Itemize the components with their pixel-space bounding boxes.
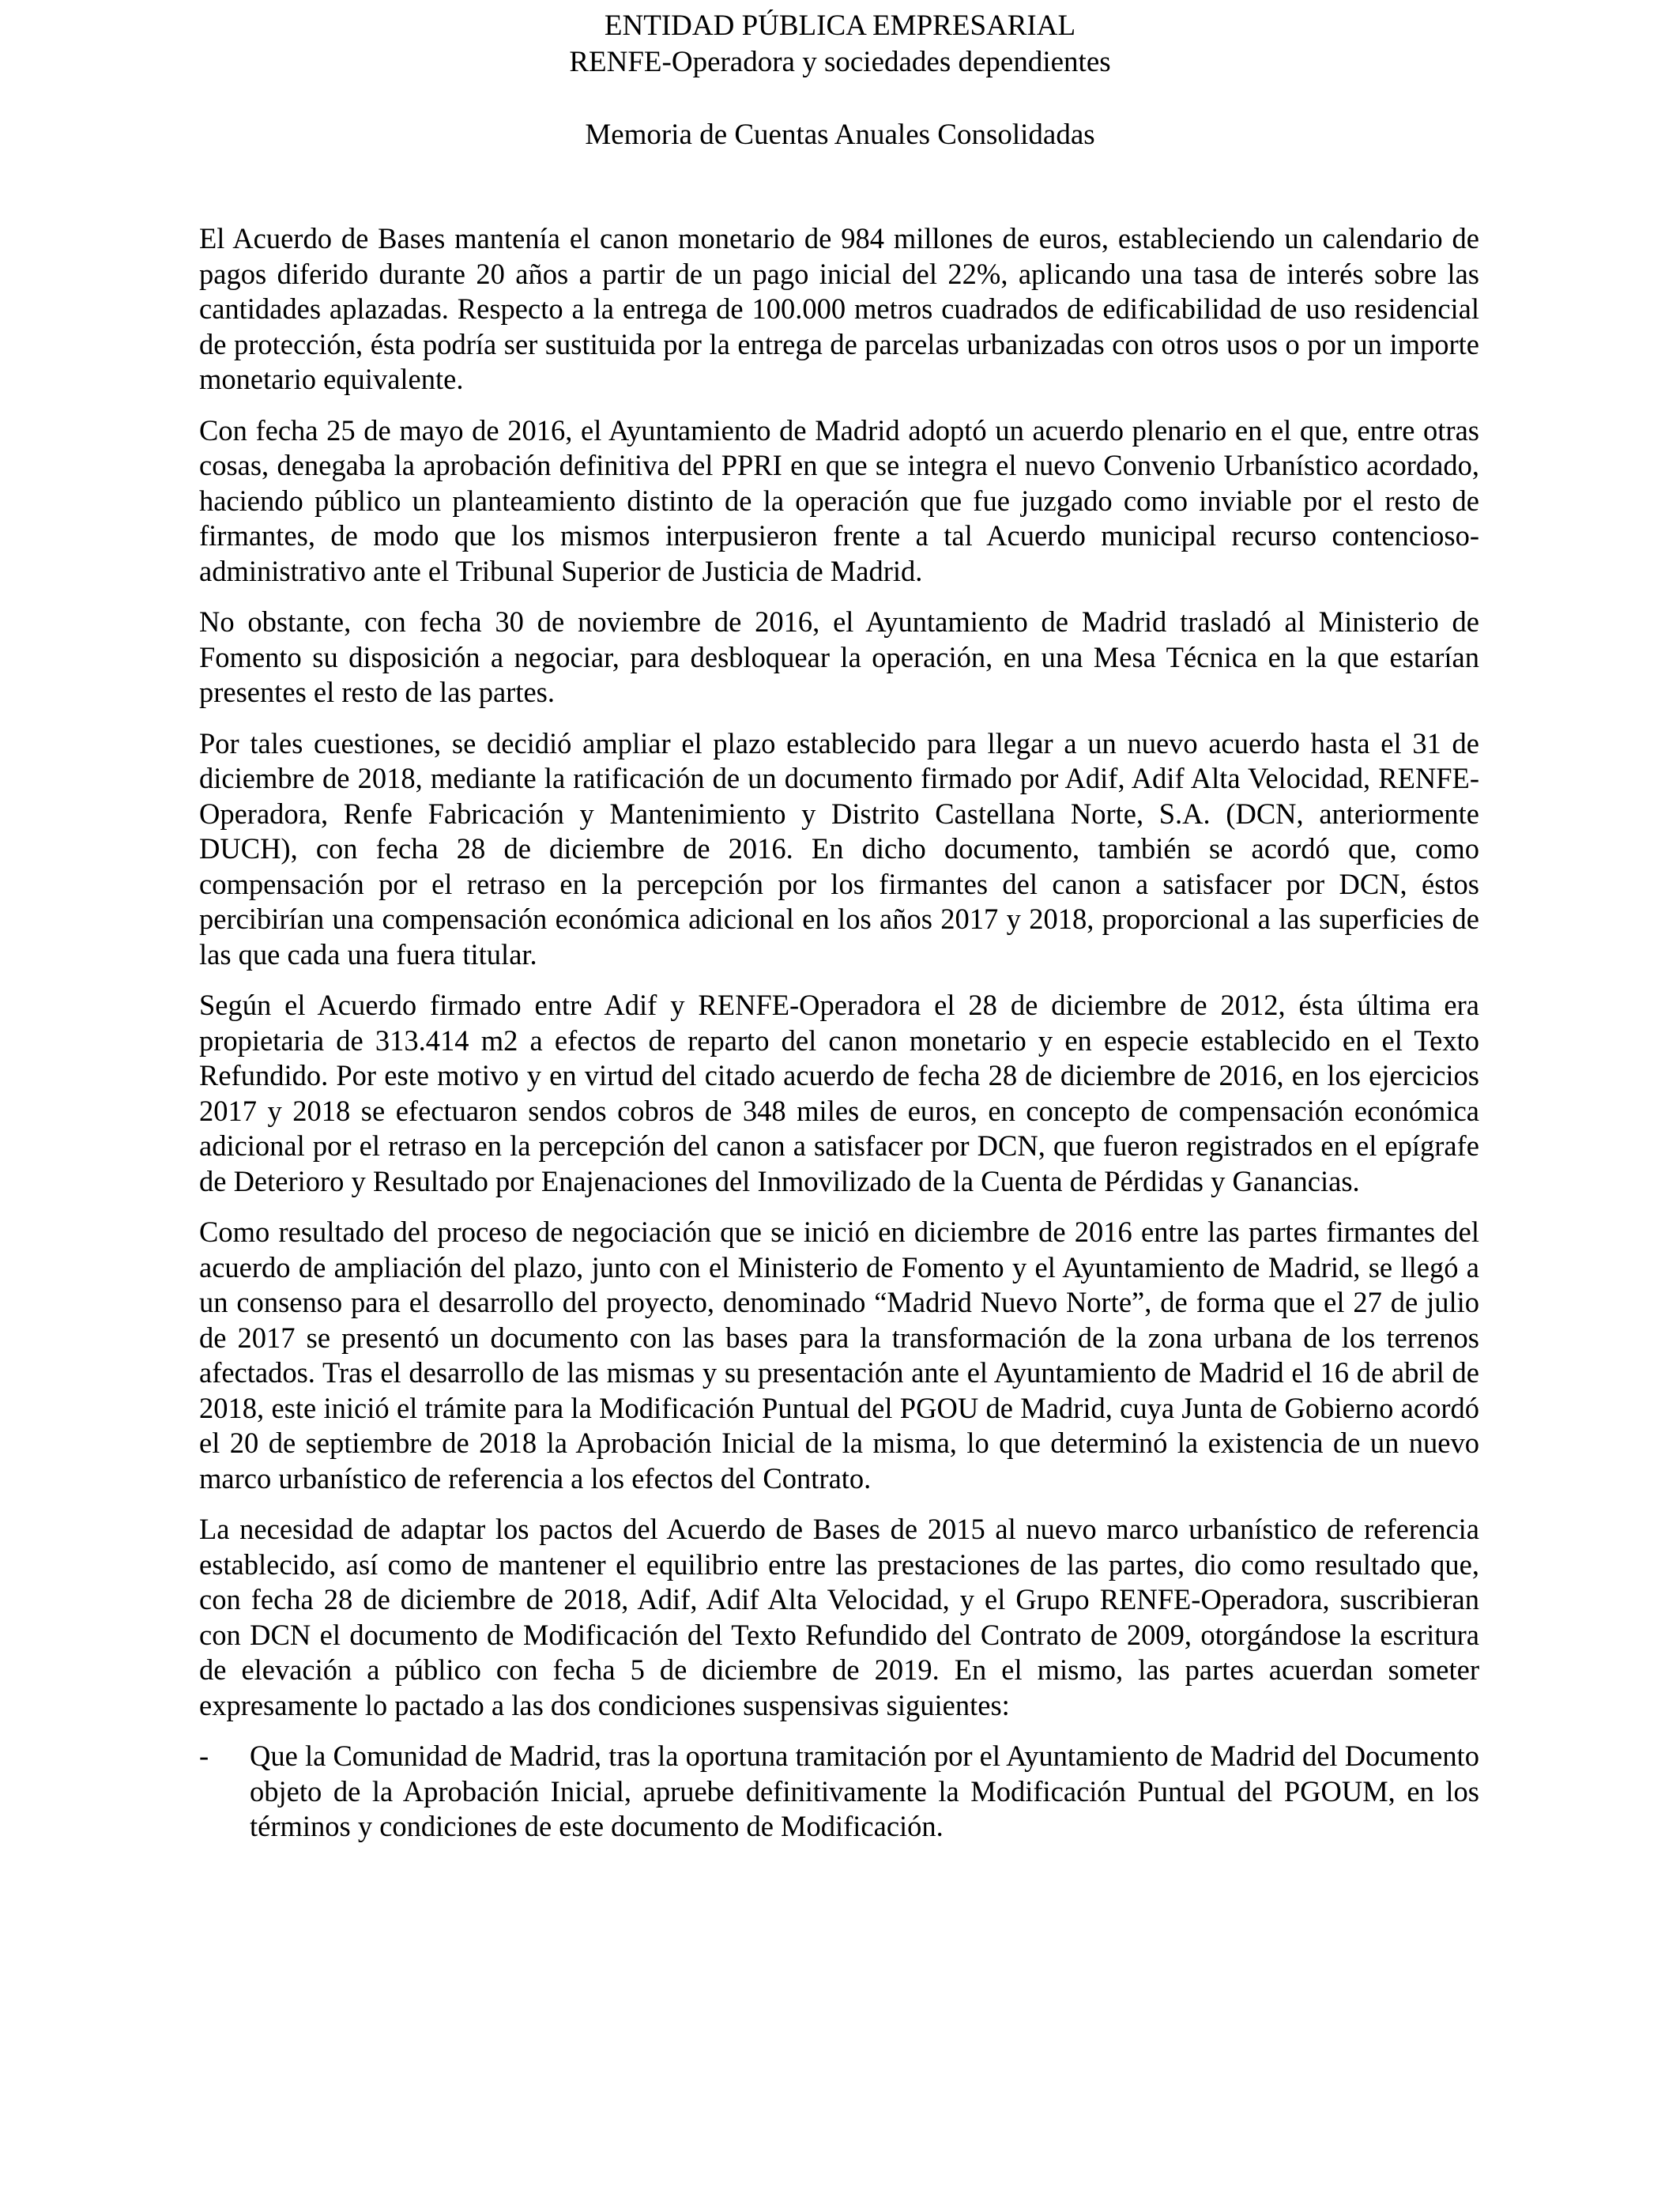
paragraph: El Acuerdo de Bases mantenía el canon monetario de 984 millones de euros, estableciendo un calendario de pagos diferido durante 20 años a partir de un pago inicial del 22%, aplicando una tasa de interés sobre las cantidades aplazadas. Respecto a la entrega de 100.000 metros cuadrados de edificabilidad de uso residencial de protección, ésta podría ser sustituida por la entrega de parcelas urbanizadas con otros usos o por un importe monetario equivalente.: [199, 222, 1479, 395]
bullet-text: Que la Comunidad de Madrid, tras la oportuna tramitación por el Ayuntamiento de Madrid del Documento objeto de la Aprobación Inicial, apruebe definitivamente la Modificación Puntual del PGOUM, en los términos y condiciones de este documento de Modificación.: [250, 1740, 1479, 1842]
paragraph: Según el Acuerdo firmado entre Adif y RENFE-Operadora el 28 de diciembre de 2012, ésta última era propietaria de 313.414 m2 a efectos de reparto del canon monetario y en especie establecido en el Texto Refundido. Por este motivo y en virtud del citado acuerdo de fecha 28 de diciembre de 2016, en los ejercicios 2017 y 2018 se efectuaron sendos cobros de 348 miles de euros, en concepto de compensación económica adicional por el retraso en la percepción del canon a satisfacer por DCN, que fueron registrados en el epígrafe de Deterioro y Resultado por Enajenaciones del Inmovilizado de la Cuenta de Pérdidas y Ganancias.: [199, 989, 1479, 1197]
bullet-item: [199, 1739, 1479, 1845]
document-body: [199, 221, 1479, 1845]
page-header: [0, 8, 1680, 153]
paragraph: Por tales cuestiones, se decidió ampliar el plazo establecido para llegar a un nuevo acuerdo hasta el 31 de diciembre de 2018, mediante la ratificación de un documento firmado por Adif, Adif Alta Velocidad, RENFE-Operadora, Renfe Fabricación y Mantenimiento y Distrito Castellana Norte, S.A. (DCN, anteriormente DUCH), con fecha 28 de diciembre de 2016. En dicho documento, también se acordó que, como compensación por el retraso en la percepción por los firmantes del canon a satisfacer por DCN, éstos percibirían una compensación económica adicional en los años 2017 y 2018, proporcional a las superficies de las que cada una fuera titular.: [199, 726, 1479, 971]
paragraph: Como resultado del proceso de negociación que se inició en diciembre de 2016 entre las partes firmantes del acuerdo de ampliación del plazo, junto con el Ministerio de Fomento y el Ayuntamiento de Madrid, se llegó a un consenso para el desarrollo del proyecto, denominado “Madrid Nuevo Norte”, de forma que el 27 de julio de 2017 se presentó un documento con las bases para la transformación de la zona urbana de los terrenos afectados. Tras el desarrollo de las mismas y su presentación ante el Ayuntamiento de Madrid el 16 de abril de 2018, este inició el trámite para la Modificación Puntual del PGOU de Madrid, cuya Junta de Gobierno acordó el 20 de septiembre de 2018 la Aprobación Inicial de la misma, lo que determinó la existencia de un nuevo marco urbanístico de referencia a los efectos del Contrato.: [199, 1216, 1479, 1495]
paragraph: Con fecha 25 de mayo de 2016, el Ayuntamiento de Madrid adoptó un acuerdo plenario en el que, entre otras cosas, denegaba la aprobación definitiva del PPRI en que se integra el nuevo Convenio Urbanístico acordado, haciendo público un planteamiento distinto de la operación que fue juzgado como inviable por el resto de firmantes, de modo que los mismos interpusieron frente a tal Acuerdo municipal recurso contencioso-administrativo ante el Tribunal Superior de Justicia de Madrid.: [199, 413, 1479, 587]
paragraph: No obstante, con fecha 30 de noviembre de 2016, el Ayuntamiento de Madrid trasladó al Ministerio de Fomento su disposición a negociar, para desbloquear la operación, en una Mesa Técnica en la que estarían presentes el resto de las partes.: [199, 605, 1479, 708]
header-document-title: Memoria de Cuentas Anuales Consolidadas: [585, 119, 1095, 151]
bullet-marker: -: [199, 1740, 209, 1772]
header-entity-title: ENTIDAD PÚBLICA EMPRESARIAL: [604, 9, 1076, 42]
header-entity-subtitle: RENFE-Operadora y sociedades dependientes: [569, 46, 1111, 78]
paragraph: La necesidad de adaptar los pactos del Acuerdo de Bases de 2015 al nuevo marco urbanístico de referencia establecido, así como de mantener el equilibrio entre las prestaciones de las partes, dio como resultado que, con fecha 28 de diciembre de 2018, Adif, Adif Alta Velocidad, y el Grupo RENFE-Operadora, suscribieran con DCN el documento de Modificación del Texto Refundido del Contrato de 2009, otorgándose la escritura de elevación a público con fecha 5 de diciembre de 2019. En el mismo, las partes acuerdan someter expresamente lo pactado a las dos condiciones suspensivas siguientes:: [199, 1513, 1479, 1721]
